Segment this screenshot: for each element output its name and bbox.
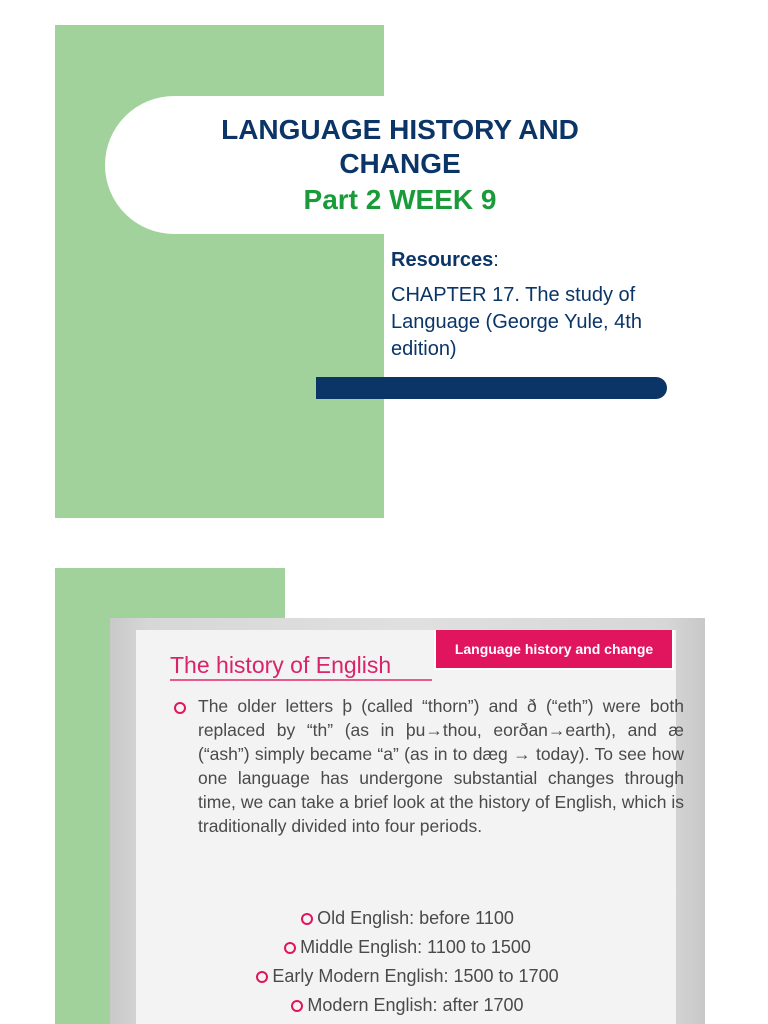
- resources-text: CHAPTER 17. The study of Language (George Yule, 4th edition): [391, 284, 642, 360]
- slide1-title-line1: LANGUAGE HISTORY AND: [221, 114, 579, 145]
- slide2-image: [110, 618, 705, 1024]
- heading-underline: [170, 679, 432, 681]
- slide2-paragraph: [172, 694, 684, 838]
- list-item: Old English: before 1100: [110, 904, 705, 933]
- slide1-subtitle: Part 2 WEEK 9: [303, 184, 497, 215]
- bullet-icon: [256, 971, 268, 983]
- slide1-title-line2: CHANGE: [339, 148, 461, 179]
- paragraph-text: The older letters þ (called “thorn”) and ð (“eth”) were both replaced by “th” (as in þu→thou, eorðan→earth), and æ (“ash”) simply became “a” (as in to dæg → today). To see how one language has undergone substantial changes through time, we can take a brief look at the history of English, which is traditionally divided into four periods.: [198, 696, 684, 836]
- list-item: Modern English: after 1700: [110, 991, 705, 1020]
- list-item: Early Modern English: 1500 to 1700: [110, 962, 705, 991]
- period-list: [110, 904, 705, 1020]
- resources-label: Resources: [391, 249, 494, 271]
- slide2-tag: Language history and change: [434, 630, 674, 670]
- slide1-title-block: [190, 113, 610, 217]
- resources-colon: :: [493, 249, 499, 271]
- bullet-icon: [291, 1000, 303, 1012]
- bullet-icon: [174, 702, 186, 714]
- list-item: Middle English: 1100 to 1500: [110, 933, 705, 962]
- slide1-resources: [391, 249, 711, 363]
- slide2-heading: The history of English: [170, 652, 392, 678]
- slide1-navy-bar: [316, 377, 667, 399]
- bullet-icon: [284, 942, 296, 954]
- bullet-icon: [301, 913, 313, 925]
